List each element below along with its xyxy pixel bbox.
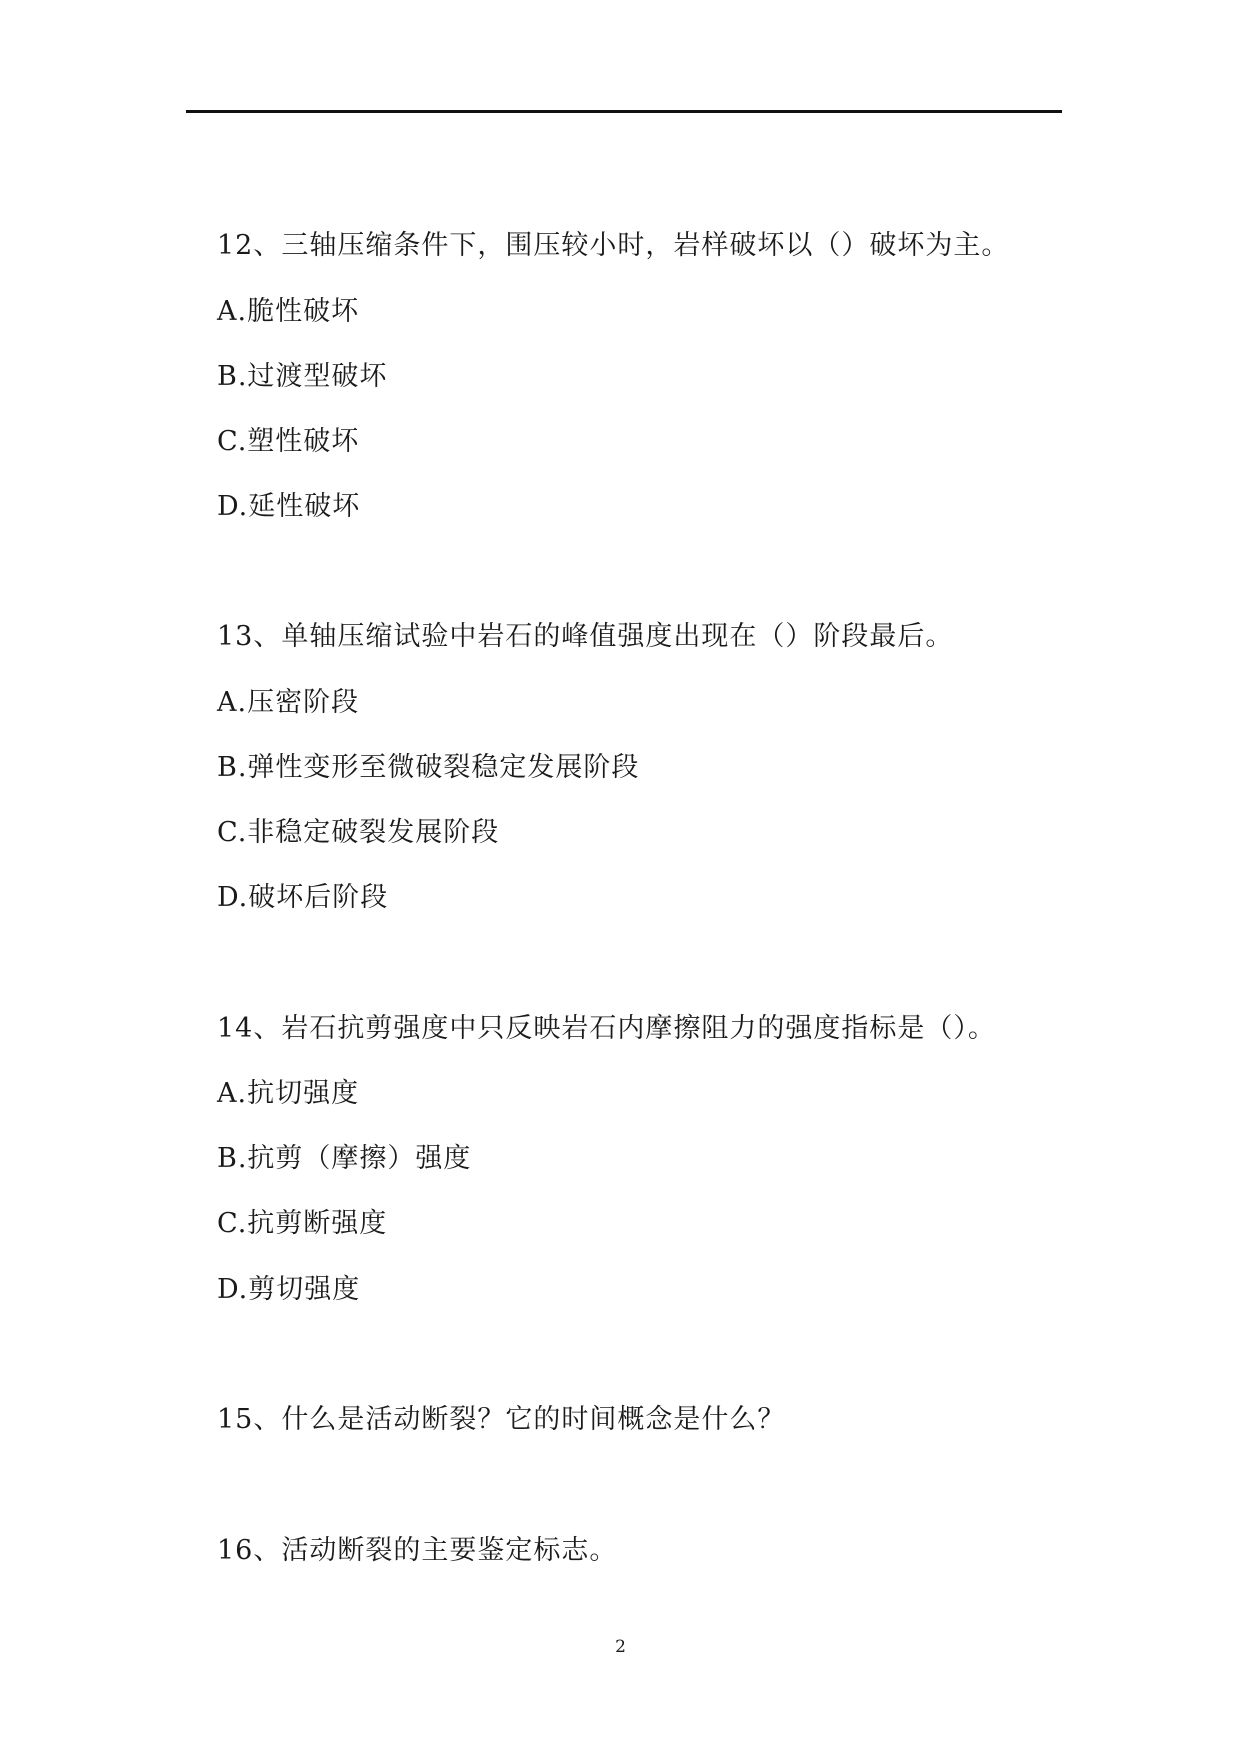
question-13-option-c: C.非稳定破裂发展阶段 <box>217 817 500 848</box>
question-16-stem: 16、活动断裂的主要鉴定标志。 <box>217 1535 618 1566</box>
question-12-option-b: B.过渡型破坏 <box>217 361 388 392</box>
question-13-option-a: A.压密阶段 <box>217 687 360 718</box>
question-15-stem: 15、什么是活动断裂？它的时间概念是什么？ <box>217 1404 786 1435</box>
question-12-option-c: C.塑性破坏 <box>217 426 360 457</box>
header-rule <box>186 110 1062 113</box>
question-13-option-b: B.弹性变形至微破裂稳定发展阶段 <box>217 752 640 783</box>
question-12-option-a: A.脆性破坏 <box>217 296 360 327</box>
question-13-option-d: D.破坏后阶段 <box>217 882 389 913</box>
question-14-stem: 14、岩石抗剪强度中只反映岩石内摩擦阻力的强度指标是（）。 <box>217 1013 996 1044</box>
question-14-option-b: B.抗剪（摩擦）强度 <box>217 1143 472 1174</box>
question-12-option-d: D.延性破坏 <box>217 491 361 522</box>
question-14-option-c: C.抗剪断强度 <box>217 1208 388 1239</box>
page-number: 2 <box>615 1637 626 1657</box>
question-14-option-a: A.抗切强度 <box>217 1078 360 1109</box>
question-12-stem: 12、三轴压缩条件下，围压较小时，岩样破坏以（）破坏为主。 <box>217 230 1010 261</box>
question-14-option-d: D.剪切强度 <box>217 1274 361 1305</box>
question-13-stem: 13、单轴压缩试验中岩石的峰值强度出现在（）阶段最后。 <box>217 621 954 652</box>
